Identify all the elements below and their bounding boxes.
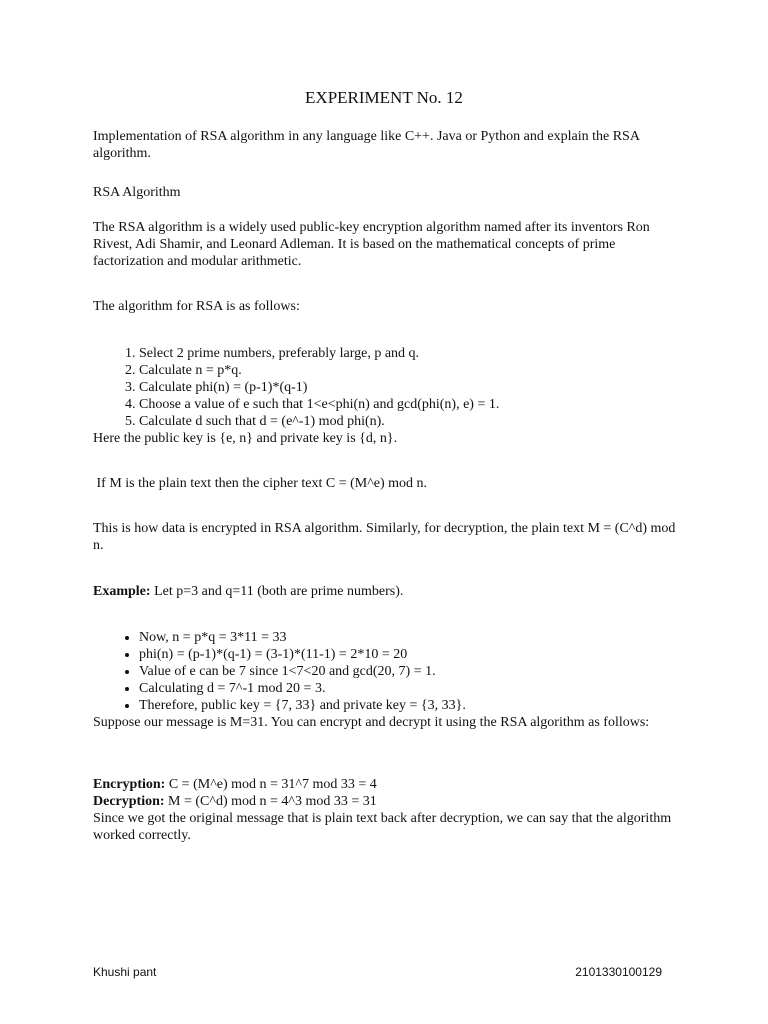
decryption-line [93, 793, 678, 810]
keys-note: Here the public key is {e, n} and private key is {d, n}. [93, 431, 398, 446]
page-title: EXPERIMENT No. 12 [305, 88, 463, 107]
example-line [93, 583, 678, 600]
algorithm-steps-list [93, 345, 724, 430]
footer-roll-number: 2101330100129 [575, 965, 662, 979]
section-heading: RSA Algorithm [93, 185, 181, 200]
list-item: • Now, n = p*q = 3*11 = 33 [139, 629, 724, 646]
list-item: 1. Select 2 prime numbers, preferably large, p and q. [139, 345, 724, 362]
list-item: • Calculating d = 7^-1 mod 20 = 3. [139, 680, 724, 697]
steps-intro: The algorithm for RSA is as follows: [93, 299, 300, 314]
list-item: 3. Calculate phi(n) = (p-1)*(q-1) [139, 379, 724, 396]
encryption-text: C = (M^e) mod n = 31^7 mod 33 = 4 [165, 777, 377, 792]
example-steps-list [93, 629, 724, 714]
footer-author: Khushi pant [93, 965, 157, 979]
example-label: Example: [93, 584, 151, 599]
list-item: • phi(n) = (p-1)*(q-1) = (3-1)*(11-1) = 2*10 = 20 [139, 646, 724, 663]
encryption-line [93, 776, 678, 793]
example-text: Let p=3 and q=11 (both are prime numbers). [150, 584, 404, 599]
cipher-note: If M is the plain text then the cipher text C = (M^e) mod n. [93, 476, 428, 491]
conclusion-paragraph: Since we got the original message that is plain text back after decryption, we can say that the algorithm worked correctly. [93, 811, 672, 843]
encryption-label: Encryption: [93, 777, 166, 792]
decrypt-note: This is how data is encrypted in RSA algorithm. Similarly, for decryption, the plain text M = (C^d) mod n. [93, 521, 676, 553]
list-item: 4. Choose a value of e such that 1<e<phi(n) and gcd(phi(n), e) = 1. [139, 396, 724, 413]
list-item: • Value of e can be 7 since 1<7<20 and gcd(20, 7) = 1. [139, 663, 724, 680]
list-item: 2. Calculate n = p*q. [139, 362, 724, 379]
aim-paragraph: Implementation of RSA algorithm in any language like C++. Java or Python and explain the RSA algorithm. [93, 129, 640, 161]
decryption-text: M = (C^d) mod n = 4^3 mod 33 = 31 [164, 794, 377, 809]
message-note: Suppose our message is M=31. You can encrypt and decrypt it using the RSA algorithm as follows: [93, 715, 650, 730]
list-item: • Therefore, public key = {7, 33} and private key = {3, 33}. [139, 697, 724, 714]
list-item: 5. Calculate d such that d = (e^-1) mod phi(n). [139, 413, 724, 430]
decryption-label: Decryption: [93, 794, 165, 809]
intro-paragraph: The RSA algorithm is a widely used public-key encryption algorithm named after its inventors Ron Rivest, Adi Shamir, and Leonard Adleman. It is based on the mathematical concepts of prime factorization and modular arithmetic. [93, 220, 650, 269]
